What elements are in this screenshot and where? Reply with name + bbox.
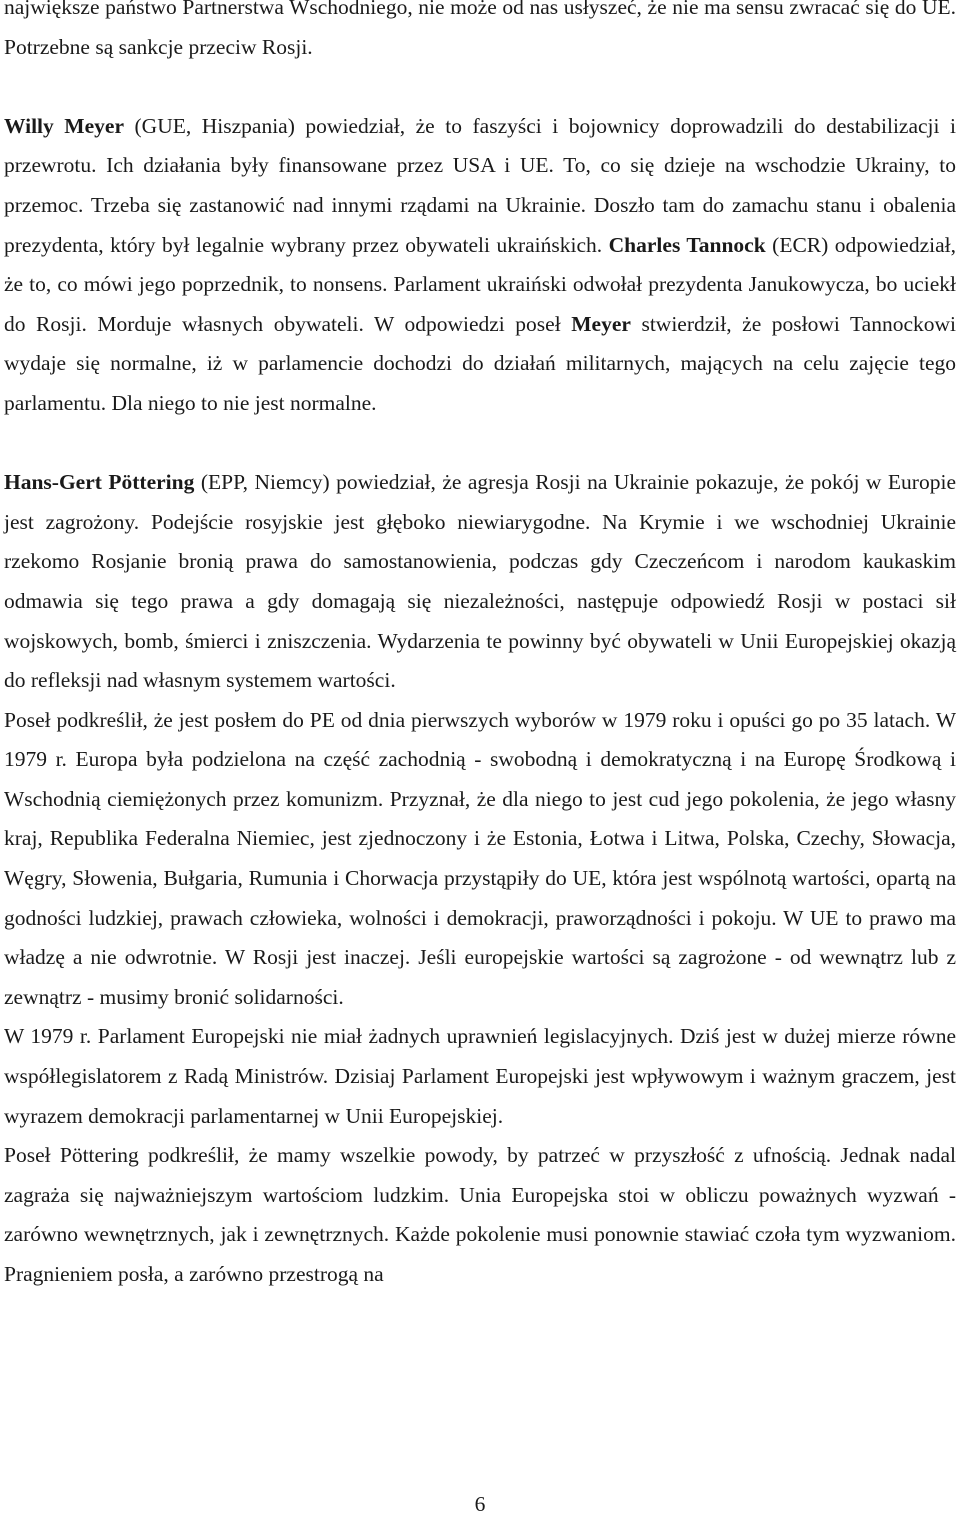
speaker-name: Charles Tannock (608, 232, 766, 257)
paragraph-text: (EPP, Niemcy) powiedział, że agresja Rosji na Ukrainie pokazuje, że pokój w Europie jest zagrożony. Podejście rosyjskie jest głęboko niewiarygodne. Na Krymie i we wschodniej Ukrainie rzekomo Rosjanie bronią prawa do samostanowienia, podczas gdy Czeczeńcom i narodom kaukaskim odmawia się tego prawa a gdy domagają się niezależności, następuje odpowiedź Rosji w postaci sił wojskowych, bomb, śmierci i zniszczenia. Wydarzenia te powinny być obywateli w Unii Europejskiej okazją do refleksji nad własnym systemem wartości. (4, 470, 956, 693)
paragraph-2 (4, 107, 956, 424)
speaker-name: Meyer (571, 311, 631, 336)
paragraph-text: (GUE, Hiszpania) powiedział, że to faszyści i bojownicy doprowadzili do destabilizacji i przewrotu. Ich działania były finansowane przez USA i UE. To, co się dzieje na wschodzie Ukrainy, to przemoc. Trzeba się zastanowić nad innymi rządami na Ukrainie. Doszło tam do zamachu stanu i obalenia prezydenta, który był legalnie wybrany przez obywateli ukraińskich. (4, 113, 956, 257)
paragraph-5: W 1979 r. Parlament Europejski nie miał żadnych uprawnień legislacyjnych. Dziś jest w dużej mierze równe współlegislatorem z Radą Ministrów. Dzisiaj Parlament Europejski jest wpływowym i ważnym graczem, jest wyrazem demokracji parlamentarnej w Unii Europejskiej. (4, 1024, 956, 1128)
paragraph-1: największe państwo Partnerstwa Wschodniego, nie może od nas usłyszeć, że nie ma sensu zwracać się do UE. Potrzebne są sankcje przeciw Rosji. (4, 0, 956, 59)
speaker-name: Willy Meyer (4, 113, 124, 138)
paragraph-4: Poseł podkreślił, że jest posłem do PE od dnia pierwszych wyborów w 1979 roku i opuści go po 35 latach. W 1979 r. Europa była podzielona na część zachodnią - swobodną i demokratyczną i na Europę Środkową i Wschodnią ciemiężonych przez komunizm. Przyznał, że dla niego to jest cud jego pokolenia, że jego własny kraj, Republika Federalna Niemiec, jest zjednoczony i że Estonia, Łotwa i Litwa, Polska, Czechy, Słowacja, Węgry, Słowenia, Bułgaria, Rumunia i Chorwacja przystąpiły do UE, która jest wspólnotą wartości, opartą na godności ludzkiej, prawach człowieka, wolności i demokracji, praworządności i pokoju. W UE to prawo ma władzę a nie odwrotnie. W Rosji jest inaczej. Jeśli europejskie wartości są zagrożone - od wewnątrz lub z zewnątrz - musimy bronić solidarności. (4, 707, 956, 1009)
paragraph-text: (ECR) odpowiedział, że to, co mówi jego poprzednik, to nonsens. Parlament ukraiński odwołał prezydenta Janukowycza, bo uciekł do Rosji. Morduje własnych obywateli. W odpowiedzi poseł (4, 232, 956, 336)
paragraph-text: stwierdził, że posłowi Tannockowi wydaje się normalne, iż w parlamencie dochodzi do działań militarnych, mających na celu zajęcie tego parlamentu. Dla niego to nie jest normalne. (4, 311, 956, 415)
page-number: 6 (474, 1492, 486, 1516)
paragraph-3 (4, 463, 956, 701)
paragraph-6: Poseł Pöttering podkreślił, że mamy wszelkie powody, by patrzeć w przyszłość z ufnością. Jednak nadal zagraża się najważniejszym wartościom ludzkim. Unia Europejska stoi w obliczu poważnych wyzwań - zarówno wewnętrznych, jak i zewnętrznych. Każde pokolenie musi ponownie stawiać czoła tym wyzwaniom. Pragnieniem posła, a zarówno przestrogą na (4, 1143, 956, 1286)
speaker-name: Hans-Gert Pöttering (4, 470, 195, 495)
